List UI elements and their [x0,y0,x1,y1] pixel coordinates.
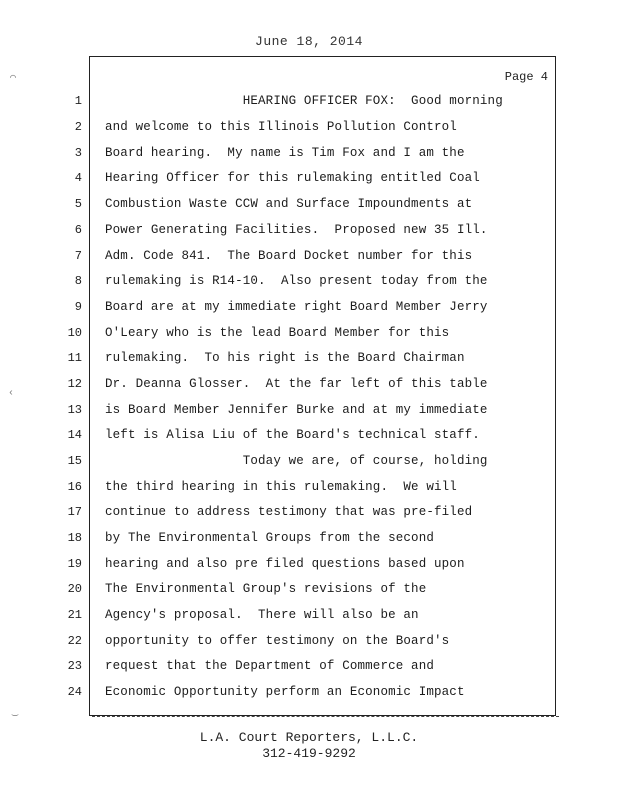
line-number: 23 [67,659,82,673]
line-number: 11 [67,351,82,365]
reporter-phone: 312-419-9292 [262,746,356,761]
line-text: by The Environmental Groups from the second [105,531,435,545]
line-text: Combustion Waste CCW and Surface Impoundments at [105,197,473,211]
line-number: 13 [67,403,82,417]
line-number: 24 [67,685,82,699]
frame-bottom-border [92,716,559,720]
line-number: 9 [74,300,82,314]
line-number: 22 [67,634,82,648]
line-number: 5 [74,197,82,211]
line-number: 17 [67,505,82,519]
line-number: 19 [67,557,82,571]
line-number: 3 [74,146,82,160]
line-number: 18 [67,531,82,545]
line-text: and welcome to this Illinois Pollution Control [105,120,457,134]
line-text: O'Leary who is the lead Board Member for this [105,326,450,340]
line-number: 7 [74,249,82,263]
line-text: Power Generating Facilities. Proposed new 35 Ill. [105,223,488,237]
line-text: Board are at my immediate right Board Member Jerry [105,300,488,314]
scan-speck: ‿ [12,707,19,718]
line-text: Economic Opportunity perform an Economic Impact [105,685,465,699]
line-text: Dr. Deanna Glosser. At the far left of this table [105,377,488,391]
line-text: Board hearing. My name is Tim Fox and I am the [105,146,465,160]
line-text: request that the Department of Commerce and [105,659,435,673]
line-number: 8 [74,274,82,288]
line-text: the third hearing in this rulemaking. We will [105,480,457,494]
line-text: Today we are, of course, holding [105,454,488,468]
line-text: left is Alisa Liu of the Board's technical staff. [105,428,480,442]
line-text: is Board Member Jennifer Burke and at my immediate [105,403,488,417]
line-number: 21 [67,608,82,622]
reporter-company: L.A. Court Reporters, L.L.C. [199,730,419,745]
line-number: 15 [67,454,82,468]
transcript-date: June 18, 2014 [255,34,363,49]
line-number: 14 [67,428,82,442]
line-text: The Environmental Group's revisions of the [105,582,427,596]
line-number: 10 [67,326,82,340]
line-text: rulemaking. To his right is the Board Chairman [105,351,465,365]
line-text: continue to address testimony that was pre-filed [105,505,473,519]
line-text: Adm. Code 841. The Board Docket number for this [105,249,473,263]
scan-speck: ‹ [8,388,15,399]
line-text: Hearing Officer for this rulemaking entitled Coal [105,171,480,185]
page-number: Page 4 [504,70,548,84]
line-number: 2 [74,120,82,134]
line-number: 6 [74,223,82,237]
line-number: 1 [74,94,82,108]
line-text: hearing and also pre filed questions based upon [105,557,465,571]
scan-speck: ⌒ [10,73,17,84]
line-text: Agency's proposal. There will also be an [105,608,419,622]
line-text: rulemaking is R14-10. Also present today from the [105,274,488,288]
line-text: HEARING OFFICER FOX: Good morning [105,94,503,108]
line-number: 4 [74,171,82,185]
line-number: 20 [67,582,82,596]
line-number: 16 [67,480,82,494]
line-text: opportunity to offer testimony on the Board's [105,634,450,648]
line-number: 12 [67,377,82,391]
